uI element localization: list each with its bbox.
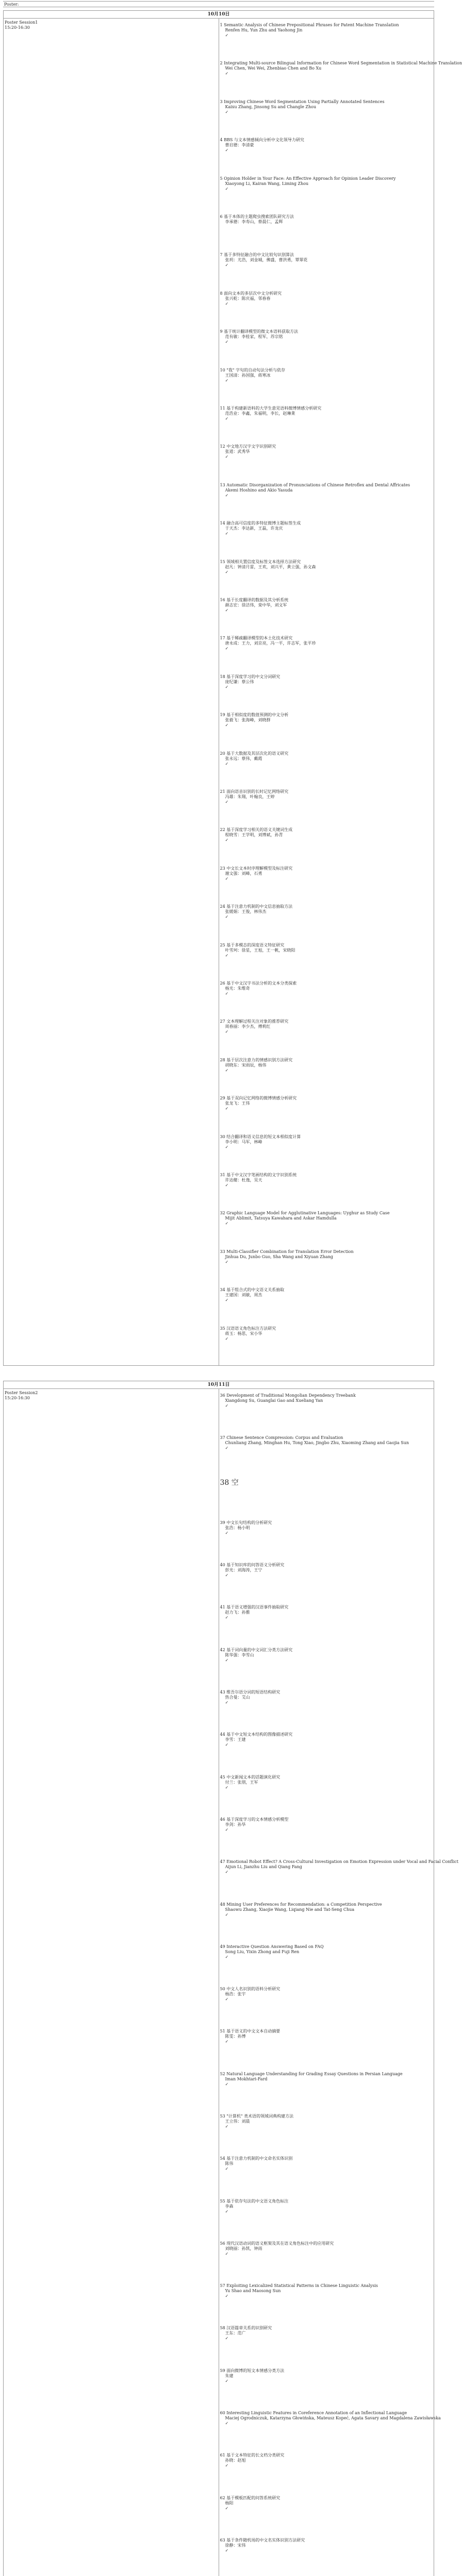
paper-title: 6 基于本体的主题爬虫搜索团队研究方法 — [220, 214, 294, 219]
paper-title: 2 Integrating Multi-source Bilingual Information for Chinese Word Segmentation in Statistical Machine Translation — [220, 61, 462, 66]
paper-authors: Kaixu Zhang, Jinsong Su and Changle Zhou — [225, 104, 317, 109]
paper-title: 62 基于模板匹配的问答系统研究 — [220, 2495, 280, 2500]
check-mark-icon: ✓ — [225, 569, 229, 574]
paper-title: 39 中文长句结构的分析研究 — [220, 1520, 272, 1525]
paper-title: 28 基于层次注意力的情感识别方法研究 — [220, 1057, 293, 1062]
list-item — [220, 1134, 432, 1150]
check-mark-icon: ✓ — [225, 2505, 229, 2511]
check-mark-icon: ✓ — [225, 2039, 229, 2044]
paper-title: 40 基于知识库的问答语义分析研究 — [220, 1563, 285, 1568]
check-mark-icon: ✓ — [225, 263, 229, 268]
check-mark-icon: ✓ — [225, 1530, 229, 1535]
paper-authors: 范浩业：李鑫，朱福明，李长，赵琳莱 — [225, 411, 295, 416]
paper-authors: Wei Chen, Wei Wei, Zhenbiao Chen and Bo Xu — [225, 66, 322, 71]
check-mark-icon: ✓ — [225, 991, 229, 996]
list-item — [220, 1648, 432, 1663]
check-mark-icon: ✓ — [225, 2463, 229, 2468]
paper-authors: 颜志宏：徐洁伟，栾中华，刘文军 — [225, 603, 287, 607]
check-mark-icon: ✓ — [225, 2209, 229, 2214]
paper-title: 37 Chinese Sentence Compression: Corpus and Evaluation — [220, 1435, 343, 1440]
list-item — [220, 2368, 432, 2384]
paper-authors: 杨阳 — [225, 2500, 234, 2505]
paper-authors: Shaowu Zhang, Xiaojie Wang, Liqiang Nie and Tat-Seng Chua — [225, 1907, 355, 1912]
check-mark-icon: ✓ — [225, 186, 229, 191]
list-item — [220, 598, 432, 613]
paper-authors: 王建国：刘敏，周杰 — [225, 1293, 262, 1298]
list-item — [220, 61, 462, 76]
paper-title: 61 基于文本特征的长文档分类研究 — [220, 2453, 285, 2458]
check-mark-icon: ✓ — [225, 1742, 229, 1748]
check-mark-icon: ✓ — [225, 1657, 229, 1663]
list-item — [220, 1859, 458, 1875]
list-item — [220, 981, 432, 996]
session-cell — [4, 1389, 219, 2576]
list-item — [220, 1944, 432, 1960]
paper-title: 16 基于长度翻译的数据及其分析系统 — [220, 598, 289, 602]
paper-authors: 胡晓东：宋雨辰，杨伟 — [225, 1062, 267, 1067]
paper-authors: 徐静：宋伟 — [225, 2543, 246, 2548]
paper-title: 29 基于双向记忆网络的微博情感分析研究 — [220, 1096, 297, 1101]
paper-title: 24 基于注意力机制的中文信息抽取方法 — [220, 904, 293, 909]
paper-authors: 赵凡：钟清月雷，王欢，刘兴平，黄立强，孙文森 — [225, 564, 316, 569]
session-cell — [4, 19, 219, 1366]
list-item — [220, 176, 432, 192]
list-item — [220, 1563, 432, 1578]
check-mark-icon: ✓ — [225, 2124, 229, 2129]
list-item — [220, 2072, 432, 2087]
check-mark-icon: ✓ — [225, 646, 229, 651]
check-mark-icon: ✓ — [225, 1067, 229, 1073]
paper-authors: Maciej Ogrodniczuk, Katarzyna Głowińska, Mateusz Kopeć, Agata Savary and Magdalena Zawisławska — [225, 2416, 441, 2421]
paper-title: 14 融合高可信度的多特征微博主题标签生成 — [220, 521, 301, 526]
paper-authors: 朱建 — [225, 2373, 234, 2378]
paper-authors: 程晓雪：王学明，刘博斌，孙青 — [225, 833, 283, 838]
paper-authors: Akemi Hoshino and Akio Yasuda — [225, 487, 293, 493]
paper-authors: 张浩：杨小明 — [225, 1525, 250, 1530]
paper-authors: Aijun Li, Jianzhu Liu and Qiang Fang — [225, 1865, 302, 1870]
paper-authors: 张玥：尤浩，刘金城，佛盛，曹洪勇，覃翠花 — [225, 258, 308, 263]
check-mark-icon: ✓ — [225, 2166, 229, 2172]
check-mark-icon: ✓ — [225, 1997, 229, 2002]
paper-title: 5 Opinion Holder in Your Face: An Effective Approach for Opinion Leader Discovery — [220, 176, 396, 181]
check-mark-icon: ✓ — [225, 914, 229, 920]
paper-authors: 陈雯：孙博 — [225, 2034, 246, 2039]
list-item — [220, 2283, 432, 2299]
entries-cell — [219, 19, 462, 1366]
list-item — [220, 636, 432, 651]
check-mark-icon: ✓ — [225, 2378, 229, 2383]
paper-title: 42 基于词向量的中文词汇分类方法研究 — [220, 1647, 293, 1652]
check-mark-icon: ✓ — [225, 1615, 229, 1620]
paper-title: 8 面向文本的多层次中文分析研究 — [220, 291, 282, 296]
paper-authors: Mijit Ablimit, Tatsuya Kawahara and Askar Hamdulla — [225, 1216, 337, 1221]
list-item — [220, 789, 432, 805]
list-item — [220, 2241, 432, 2257]
paper-authors: Xiaoyong Li, Kairan Wang, Liming Zhou — [225, 181, 309, 186]
check-mark-icon: ✓ — [225, 1106, 229, 1111]
paper-title: 47 Emotional Robot Effect? A Cross-Cultural Investigation on Emotion Expression under Vocal and Facial Conflict — [220, 1859, 458, 1865]
check-mark-icon: ✓ — [225, 531, 229, 536]
day-date: 10月11日 — [4, 1381, 434, 1389]
paper-authors: 杨光：朱维奇 — [225, 986, 250, 991]
list-item — [220, 444, 432, 460]
check-mark-icon: ✓ — [225, 1446, 229, 1451]
check-mark-icon: ✓ — [225, 1870, 229, 1875]
paper-authors: 李承德：李寿山，蔡晨仁，孟辉 — [225, 219, 283, 224]
check-mark-icon: ✓ — [225, 33, 229, 38]
paper-authors: 范有敏：李桂家，程军，苏宗铭 — [225, 334, 283, 340]
list-item — [220, 1211, 432, 1226]
paper-title: 9 基于统计翻译模型的微文本语料获取方法 — [220, 329, 299, 334]
list-item — [220, 291, 432, 307]
list-item — [220, 1435, 432, 1451]
paper-title: 35 汉语语义角色标注方法研究 — [220, 1326, 276, 1331]
check-mark-icon: ✓ — [225, 1573, 229, 1578]
paper-authors: 李雪：王建 — [225, 1737, 246, 1742]
paper-title: 63 基于条件随机场的中文名实体识别方法研究 — [220, 2537, 305, 2543]
check-mark-icon: ✓ — [225, 1144, 229, 1149]
check-mark-icon: ✓ — [225, 1259, 229, 1264]
paper-authors: 王东：范广 — [225, 2331, 246, 2336]
paper-authors: 许达健：杜逸，吴天 — [225, 1178, 262, 1182]
paper-title: 11 基于构建新语料的大学生意见语料微博情感分析研究 — [220, 406, 322, 411]
list-item — [220, 827, 432, 843]
list-item — [220, 2156, 432, 2172]
paper-authors: 李剑：孙华 — [225, 1822, 246, 1827]
check-mark-icon: ✓ — [225, 2081, 229, 2087]
paper-title: 41 基于语义增强的汉语事件抽取研究 — [220, 1605, 289, 1610]
paper-title: 22 基于深度学习相关的语义关键词生成 — [220, 827, 293, 833]
paper-authors: 叶雪珂：徐星，王旭，王一帆，宋晓阳 — [225, 947, 295, 953]
paper-authors: 张永远：蔡伟，戴霞 — [225, 756, 262, 761]
paper-authors: 付兰：张朋，王军 — [225, 1780, 258, 1785]
paper-title: 21 面向语音识别的长时记忆网络研究 — [220, 789, 289, 794]
paper-title: 20 基于大数据及其层次化的语义研究 — [220, 751, 289, 756]
paper-title: 7 基于多特征融合的中文比较句识别算法 — [220, 252, 294, 258]
list-item — [220, 1690, 432, 1705]
paper-title: 23 中文长文本时序理解模型及标注研究 — [220, 866, 293, 871]
paper-authors: 王国清：孙国强，蒋寒冰 — [225, 372, 271, 378]
paper-authors: 张道：武秀华 — [225, 449, 250, 454]
list-item — [220, 406, 432, 421]
check-mark-icon: ✓ — [225, 2294, 229, 2299]
list-item — [220, 1817, 432, 1833]
paper-authors: 李森 — [225, 2204, 234, 2209]
list-item — [220, 1058, 432, 1073]
paper-title: 55 基于依存句法的中文语义角色标注 — [220, 2198, 289, 2204]
entries-cell — [219, 1389, 458, 2576]
list-item — [220, 1287, 432, 1303]
paper-title: 36 Development of Traditional Mongolian Dependency Treebank — [220, 1393, 356, 1398]
session-time: 15:20-16:30 — [5, 1396, 30, 1400]
paper-authors: 冯雄：朱翔，叶翰良，王婷 — [225, 794, 275, 799]
list-item — [220, 2199, 432, 2214]
check-mark-icon: ✓ — [225, 301, 229, 306]
list-item — [220, 1393, 432, 1409]
list-item — [220, 2453, 432, 2468]
paper-authors: 孙晓：赵旭 — [225, 2458, 246, 2463]
session-label: Poster Session2 — [5, 1391, 38, 1395]
day-date: 10月10日 — [4, 11, 434, 19]
paper-title: 56 现代汉语动词的语义框架及其在语义角色标注中的应用研究 — [220, 2241, 334, 2246]
paper-title: 58 汉语篇章关系的识别研究 — [220, 2326, 272, 2331]
paper-authors: 蒋玉：杨思，宋小华 — [225, 1331, 262, 1336]
check-mark-icon: ✓ — [225, 71, 229, 76]
list-item — [220, 674, 432, 690]
paper-title: 50 中文人名识别的语料分析研究 — [220, 1987, 280, 1992]
paper-authors: 张兴乾：陈庆福，邻春春 — [225, 296, 271, 301]
check-mark-icon: ✓ — [225, 1336, 229, 1341]
check-mark-icon: ✓ — [225, 800, 229, 804]
paper-authors: 彭光：刘海涛，王宁 — [225, 1568, 262, 1573]
list-item — [220, 2538, 432, 2553]
list-item — [220, 751, 432, 767]
paper-authors: Xiangdong Su, Guanglai Gao and Xueliang Yan — [225, 1398, 323, 1403]
check-mark-icon: ✓ — [225, 684, 229, 689]
section-title: Poster: — [3, 1, 434, 7]
paper-authors: 张龙飞：王伟 — [225, 1101, 250, 1106]
paper-title: 43 维吾尔语分词的短语结构研究 — [220, 1690, 280, 1695]
paper-title: 48 Mining User Preferences for Recommendation: a Competition Perspective — [220, 1902, 382, 1907]
check-mark-icon: ✓ — [225, 1403, 229, 1408]
check-mark-icon: ✓ — [225, 378, 229, 383]
paper-authors: 谢文强：刘峰，石勇 — [225, 871, 262, 876]
check-mark-icon: ✓ — [225, 1785, 229, 1790]
check-mark-icon: ✓ — [225, 1298, 229, 1303]
check-mark-icon: ✓ — [225, 454, 229, 460]
paper-authors: Iman Mokhtari-Fard — [225, 2076, 268, 2081]
paper-title: 26 基于中文汉字书法分析的文本分类探索 — [220, 981, 297, 986]
session-time: 15:20-16:30 — [5, 25, 30, 30]
paper-authors: 热合曼：艾山 — [225, 1695, 250, 1700]
paper-title: 51 基于语义的中文文本自动摘要 — [220, 2029, 280, 2034]
session-label: Poster Session1 — [5, 20, 38, 25]
list-item — [220, 2496, 432, 2511]
paper-authors: 王立伟：刘晨 — [225, 2119, 250, 2124]
check-mark-icon: ✓ — [225, 2336, 229, 2341]
paper-title: 44 基于中文短文本结构的图像描述研究 — [220, 1732, 293, 1737]
check-mark-icon: ✓ — [225, 838, 229, 843]
paper-title: 12 中文地方汉字文字识别研究 — [220, 444, 276, 449]
paper-title: 38 空 — [220, 1478, 239, 1487]
list-item — [220, 1520, 432, 1536]
paper-authors: 周春丽：李少杰，傅莉红 — [225, 1024, 271, 1029]
paper-authors: Renfen Hu, Yun Zhu and Yaohong Jin — [225, 28, 303, 32]
paper-title: 54 基于注意力机制的中文命名实体识别 — [220, 2156, 293, 2161]
paper-authors: 赵力飞：孙雅 — [225, 1610, 250, 1615]
list-item — [220, 1987, 432, 2002]
paper-authors: Chunliang Zhang, Minghan Hu, Tong Xiao, Jingbo Zhu, Xiaoming Zhang and Gaojia Sun — [225, 1440, 409, 1446]
list-item — [220, 1775, 432, 1790]
paper-title: 57 Exploiting Lexicalized Statistical Patterns in Chinese Linguistic Analysis — [220, 2283, 378, 2289]
paper-title: 32 Graphic Language Model for Agglutinative Languages: Uyghur as Study Case — [220, 1211, 390, 1216]
paper-authors: 庞纪谦：蔡公伟 — [225, 679, 254, 684]
paper-authors: 唐永成：王力，刘京亮，冯一平，许志军，张平珍 — [225, 641, 316, 646]
paper-title: 19 基于相似度的数值预测的中文分析 — [220, 713, 289, 718]
list-item — [220, 1096, 432, 1111]
paper-title: 10 "我" 字句的自动句法分析与依存 — [220, 367, 286, 372]
list-item — [220, 713, 432, 728]
check-mark-icon: ✓ — [225, 1827, 229, 1832]
list-item — [220, 1249, 432, 1265]
paper-authors: Song Liu, Yixin Zhong and Fuji Ren — [225, 1949, 300, 1954]
list-item — [220, 138, 432, 153]
list-item — [220, 252, 432, 268]
paper-title: 45 中文新闻文本的话题演化研究 — [220, 1774, 280, 1780]
paper-title: 49 Interactive Question Answering Based on FAQ — [220, 1944, 324, 1949]
day-table-oct-10 — [3, 10, 462, 1366]
list-item — [220, 904, 432, 920]
list-item — [220, 1605, 432, 1620]
paper-authors: Yu Shao and Maosong Sun — [225, 2289, 281, 2294]
list-item — [220, 1173, 432, 1188]
paper-title: 30 结合翻译和语义信息的短文本相似度计算 — [220, 1134, 301, 1139]
paper-authors: 曹启德：李清豪 — [225, 143, 254, 148]
paper-title: 60 Interesting Linguistic Features in Coreference Annotation of an Inflectional Language — [220, 2411, 407, 2416]
list-item — [220, 368, 432, 383]
list-item — [220, 560, 432, 575]
paper-authors: 于天杰：李达新，王磊，许龙庆 — [225, 526, 283, 531]
paper-authors: 张媛娟：王俊，林伟杰 — [225, 909, 267, 914]
check-mark-icon: ✓ — [225, 1029, 229, 1035]
paper-title: 25 基于多模态的深度语义特征研究 — [220, 942, 285, 947]
check-mark-icon: ✓ — [225, 1183, 229, 1188]
list-item — [220, 23, 432, 38]
paper-title: 53 "计算机" 类术语的领域词典构建方法 — [220, 2114, 294, 2119]
list-item — [220, 943, 432, 958]
paper-authors: 李小明：马军，林峰 — [225, 1139, 262, 1144]
list-item — [220, 2029, 432, 2044]
entry-list — [219, 1389, 458, 2576]
list-item — [220, 1732, 432, 1748]
check-mark-icon: ✓ — [225, 2421, 229, 2426]
list-item — [220, 521, 432, 536]
paper-authors: 刘晓丽：孙凯，钟雨 — [225, 2246, 262, 2251]
check-mark-icon: ✓ — [225, 2548, 229, 2553]
list-item — [220, 1478, 432, 1487]
paper-title: 18 基于深度学习的中文分词研究 — [220, 674, 280, 679]
check-mark-icon: ✓ — [225, 953, 229, 958]
entry-list — [219, 19, 462, 1365]
check-mark-icon: ✓ — [225, 876, 229, 881]
paper-title: 52 Natural Language Understanding for Grading Essay Questions in Persian Language — [220, 2071, 403, 2076]
check-mark-icon: ✓ — [225, 608, 229, 613]
paper-title: 27 文本理解过程关注对象的推荐研究 — [220, 1019, 289, 1024]
list-item — [220, 2326, 432, 2341]
check-mark-icon: ✓ — [225, 109, 229, 114]
check-mark-icon: ✓ — [225, 1954, 229, 1959]
list-item — [220, 2411, 441, 2426]
list-item — [220, 1019, 432, 1035]
paper-title: 33 Multi-Classifier Combination for Translation Error Detection — [220, 1249, 354, 1254]
paper-authors: 陈伟 — [225, 2161, 234, 2166]
check-mark-icon: ✓ — [225, 340, 229, 345]
list-item — [220, 2114, 432, 2129]
check-mark-icon: ✓ — [225, 493, 229, 498]
paper-title: 15 领域相关置信度及标签文本选择方法研究 — [220, 559, 301, 564]
paper-title: 34 基于组合式的中文语义关系抽取 — [220, 1287, 285, 1293]
check-mark-icon: ✓ — [225, 1700, 229, 1705]
paper-authors: Jinhua Du, Junbo Guo, Sha Wang and Xiyuan Zhang — [225, 1254, 333, 1259]
list-item — [220, 1902, 432, 1918]
check-mark-icon: ✓ — [225, 723, 229, 728]
list-item — [220, 329, 432, 345]
paper-title: 1 Semantic Analysis of Chinese Prepositional Phrases for Patent Machine Translation — [220, 23, 399, 27]
paper-title: 46 基于深度学习的文本情感分析模型 — [220, 1817, 289, 1822]
paper-title: 31 基于中文汉字笔画结构的文字识别系统 — [220, 1173, 297, 1177]
check-mark-icon: ✓ — [225, 1221, 229, 1226]
paper-title: 3 Improving Chinese Word Segmentation Using Partially Annotated Sentences — [220, 99, 385, 104]
paper-title: 13 Automatic Disorganization of Pronunciations of Chinese Retroflex and Dental Affricates — [220, 482, 410, 487]
list-item — [220, 99, 432, 115]
check-mark-icon: ✓ — [225, 761, 229, 766]
check-mark-icon: ✓ — [225, 148, 229, 153]
paper-title: 59 面向微博的短文本情感分类方法 — [220, 2368, 285, 2373]
check-mark-icon: ✓ — [225, 2251, 229, 2256]
list-item — [220, 866, 432, 882]
list-item — [220, 1326, 432, 1342]
paper-authors: 杨浩：张宇 — [225, 1992, 246, 1997]
paper-title: 17 基于稀疏翻译模型的本土化技术研究 — [220, 636, 293, 641]
paper-title: 4 BBS 与文本情感倾向分析中文化领导力研究 — [220, 138, 304, 143]
day-table-oct-11 — [3, 1381, 458, 2576]
paper-authors: 张毅飞：张海峰，刘晓群 — [225, 718, 271, 723]
check-mark-icon: ✓ — [225, 1912, 229, 1917]
check-mark-icon: ✓ — [225, 416, 229, 421]
list-item — [220, 483, 432, 498]
paper-authors: 陈华强：李雪山 — [225, 1652, 254, 1657]
list-item — [220, 214, 432, 225]
